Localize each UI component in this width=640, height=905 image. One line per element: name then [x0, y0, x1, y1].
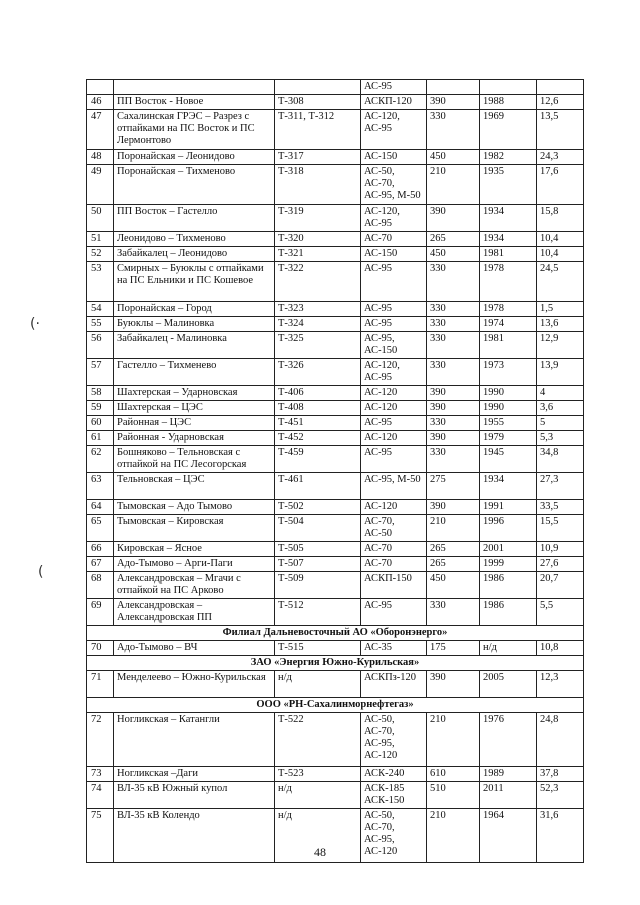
commission-year-cell: 1979 [480, 431, 537, 446]
line-length-cell: 13,9 [537, 359, 584, 386]
table-row [87, 767, 584, 782]
dispatch-name-cell: н/д [275, 782, 361, 809]
line-length-cell: 10,9 [537, 542, 584, 557]
dispatch-name-cell: Т-505 [275, 542, 361, 557]
commission-year-cell: 1974 [480, 317, 537, 332]
row-number-cell: 57 [87, 359, 114, 386]
row-number-cell: 72 [87, 713, 114, 767]
line-name-cell: Адо-Тымово – ВЧ [114, 641, 275, 656]
line-name-cell: Забайкалец - Малиновка [114, 332, 275, 359]
line-length-cell: 20,7 [537, 572, 584, 599]
wire-brand-cell: АС-95 [361, 80, 427, 95]
line-length-cell: 5 [537, 416, 584, 431]
wire-brand-cell: АС-70 [361, 542, 427, 557]
table-row [87, 205, 584, 232]
commission-year-cell: 1990 [480, 386, 537, 401]
wire-brand-cell: АС-120, АС-95 [361, 359, 427, 386]
line-name-cell: Ногликская – Катангли [114, 713, 275, 767]
dispatch-name-cell: Т-451 [275, 416, 361, 431]
line-name-cell: Леонидово – Тихменово [114, 232, 275, 247]
rated-current-cell: 450 [427, 150, 480, 165]
dispatch-name-cell: н/д [275, 671, 361, 698]
commission-year-cell: 1978 [480, 302, 537, 317]
line-name-cell: Тымовская – Кировская [114, 515, 275, 542]
table-row [87, 332, 584, 359]
wire-brand-cell: АС-70 [361, 232, 427, 247]
line-length-cell: 5,3 [537, 431, 584, 446]
row-number-cell: 66 [87, 542, 114, 557]
row-number-cell: 63 [87, 473, 114, 500]
wire-brand-cell: АС-120 [361, 500, 427, 515]
row-number-cell: 49 [87, 165, 114, 205]
rated-current-cell: 610 [427, 767, 480, 782]
wire-brand-cell: АС-95 [361, 599, 427, 626]
wire-brand-cell: АС-120 [361, 386, 427, 401]
table-row [87, 542, 584, 557]
row-number-cell: 71 [87, 671, 114, 698]
dispatch-name-cell: Т-512 [275, 599, 361, 626]
rated-current-cell: 330 [427, 599, 480, 626]
commission-year-cell: 1981 [480, 332, 537, 359]
wire-brand-cell: АСКП-120 [361, 95, 427, 110]
commission-year-cell: 1935 [480, 165, 537, 205]
line-name-cell: Бошняково – Тельновская с отпайкой на ПС Лесогорская [114, 446, 275, 473]
dispatch-name-cell: Т-452 [275, 431, 361, 446]
table-row [87, 572, 584, 599]
line-length-cell [537, 80, 584, 95]
line-length-cell: 17,6 [537, 165, 584, 205]
rated-current-cell: 330 [427, 332, 480, 359]
rated-current-cell: 510 [427, 782, 480, 809]
wire-brand-cell: АС-95 [361, 262, 427, 302]
commission-year-cell: 1934 [480, 232, 537, 247]
commission-year-cell: 2001 [480, 542, 537, 557]
rated-current-cell: 275 [427, 473, 480, 500]
dispatch-name-cell: н/д [275, 809, 361, 863]
wire-brand-cell: АС-120, АС-95 [361, 110, 427, 150]
row-number-cell: 70 [87, 641, 114, 656]
row-number-cell: 52 [87, 247, 114, 262]
commission-year-cell: 1945 [480, 446, 537, 473]
rated-current-cell: 330 [427, 262, 480, 302]
dispatch-name-cell: Т-406 [275, 386, 361, 401]
table-row [87, 110, 584, 150]
line-name-cell: ВЛ-35 кВ Южный купол [114, 782, 275, 809]
rated-current-cell: 390 [427, 401, 480, 416]
line-name-cell: Александровская – Александровская ПП [114, 599, 275, 626]
commission-year-cell: 1982 [480, 150, 537, 165]
line-name-cell: Районная – ЦЭС [114, 416, 275, 431]
wire-brand-cell: АС-95 [361, 446, 427, 473]
line-length-cell: 12,9 [537, 332, 584, 359]
commission-year-cell: 1978 [480, 262, 537, 302]
rated-current-cell: 210 [427, 809, 480, 863]
section-title: ЗАО «Энергия Южно-Курильская» [87, 656, 584, 671]
wire-brand-cell: АС-150 [361, 247, 427, 262]
line-length-cell: 13,5 [537, 110, 584, 150]
dispatch-name-cell: Т-319 [275, 205, 361, 232]
wire-brand-cell: АС-50, АС-70, АС-95, М-50 [361, 165, 427, 205]
dispatch-name-cell: Т-318 [275, 165, 361, 205]
wire-brand-cell: АС-70 [361, 557, 427, 572]
rated-current-cell: 390 [427, 386, 480, 401]
row-number-cell: 60 [87, 416, 114, 431]
line-length-cell: 24,3 [537, 150, 584, 165]
line-name-cell: Тымовская – Адо Тымово [114, 500, 275, 515]
wire-brand-cell: АС-95 [361, 302, 427, 317]
table-row [87, 431, 584, 446]
row-number-cell: 74 [87, 782, 114, 809]
section-header-row [87, 656, 584, 671]
commission-year-cell: 1988 [480, 95, 537, 110]
line-name-cell: ПП Восток – Гастелло [114, 205, 275, 232]
dispatch-name-cell: Т-326 [275, 359, 361, 386]
row-number-cell: 64 [87, 500, 114, 515]
table-row [87, 262, 584, 302]
rated-current-cell: 390 [427, 500, 480, 515]
table-row [87, 401, 584, 416]
dispatch-name-cell: Т-502 [275, 500, 361, 515]
commission-year-cell: н/д [480, 641, 537, 656]
row-number-cell: 56 [87, 332, 114, 359]
table-row [87, 515, 584, 542]
dispatch-name-cell: Т-504 [275, 515, 361, 542]
rated-current-cell: 390 [427, 95, 480, 110]
row-number-cell: 61 [87, 431, 114, 446]
commission-year-cell: 2005 [480, 671, 537, 698]
commission-year-cell: 1976 [480, 713, 537, 767]
wire-brand-cell: АС-95, АС-150 [361, 332, 427, 359]
wire-brand-cell: АСКПз-120 [361, 671, 427, 698]
line-length-cell: 31,6 [537, 809, 584, 863]
dispatch-name-cell: Т-321 [275, 247, 361, 262]
commission-year-cell: 1999 [480, 557, 537, 572]
dispatch-name-cell: Т-324 [275, 317, 361, 332]
row-number-cell: 55 [87, 317, 114, 332]
row-number-cell: 53 [87, 262, 114, 302]
commission-year-cell: 1986 [480, 599, 537, 626]
row-number-cell: 51 [87, 232, 114, 247]
dispatch-name-cell: Т-515 [275, 641, 361, 656]
commission-year-cell: 1934 [480, 473, 537, 500]
line-length-cell: 27,6 [537, 557, 584, 572]
line-name-cell: Поронайская – Леонидово [114, 150, 275, 165]
line-length-cell: 10,4 [537, 247, 584, 262]
table-row [87, 599, 584, 626]
line-name-cell: Смирных – Буюклы с отпайками на ПС Ельники и ПС Кошевое [114, 262, 275, 302]
line-length-cell: 10,8 [537, 641, 584, 656]
dispatch-name-cell: Т-322 [275, 262, 361, 302]
table-row [87, 782, 584, 809]
table-row [87, 671, 584, 698]
rated-current-cell: 265 [427, 557, 480, 572]
line-name-cell: Шахтерская – ЦЭС [114, 401, 275, 416]
commission-year-cell: 1981 [480, 247, 537, 262]
table-row [87, 386, 584, 401]
line-length-cell: 10,4 [537, 232, 584, 247]
dispatch-name-cell: Т-509 [275, 572, 361, 599]
commission-year-cell: 1986 [480, 572, 537, 599]
table-row [87, 165, 584, 205]
line-name-cell: Сахалинская ГРЭС – Разрез с отпайками на ПС Восток и ПС Лермонтово [114, 110, 275, 150]
rated-current-cell: 450 [427, 247, 480, 262]
line-name-cell: Шахтерская – Ударновская [114, 386, 275, 401]
rated-current-cell: 210 [427, 165, 480, 205]
dispatch-name-cell [275, 80, 361, 95]
rated-current-cell [427, 80, 480, 95]
wire-brand-cell: АС-120 [361, 431, 427, 446]
line-length-cell: 3,6 [537, 401, 584, 416]
table-row [87, 446, 584, 473]
rated-current-cell: 330 [427, 416, 480, 431]
line-name-cell: ПП Восток - Новое [114, 95, 275, 110]
line-name-cell: Гастелло – Тихменево [114, 359, 275, 386]
commission-year-cell: 1989 [480, 767, 537, 782]
rated-current-cell: 210 [427, 515, 480, 542]
dispatch-name-cell: Т-523 [275, 767, 361, 782]
dispatch-name-cell: Т-522 [275, 713, 361, 767]
table-row [87, 641, 584, 656]
rated-current-cell: 175 [427, 641, 480, 656]
line-name-cell: Менделеево – Южно-Курильская [114, 671, 275, 698]
line-name-cell: Поронайская – Город [114, 302, 275, 317]
rated-current-cell: 390 [427, 431, 480, 446]
row-number-cell: 68 [87, 572, 114, 599]
dispatch-name-cell: Т-325 [275, 332, 361, 359]
table-row [87, 150, 584, 165]
dispatch-name-cell: Т-461 [275, 473, 361, 500]
line-length-cell: 24,5 [537, 262, 584, 302]
commission-year-cell: 1955 [480, 416, 537, 431]
table-row [87, 80, 584, 95]
rated-current-cell: 210 [427, 713, 480, 767]
row-number-cell: 54 [87, 302, 114, 317]
table-row [87, 359, 584, 386]
line-length-cell: 52,3 [537, 782, 584, 809]
row-number-cell: 46 [87, 95, 114, 110]
rated-current-cell: 390 [427, 671, 480, 698]
table-row [87, 247, 584, 262]
line-name-cell: ВЛ-35 кВ Колендо [114, 809, 275, 863]
dispatch-name-cell: Т-320 [275, 232, 361, 247]
wire-brand-cell: АСКП-150 [361, 572, 427, 599]
table-row [87, 557, 584, 572]
row-number-cell: 67 [87, 557, 114, 572]
table-row [87, 232, 584, 247]
rated-current-cell: 330 [427, 317, 480, 332]
row-number-cell: 59 [87, 401, 114, 416]
line-length-cell: 1,5 [537, 302, 584, 317]
table-row [87, 416, 584, 431]
dispatch-name-cell: Т-308 [275, 95, 361, 110]
line-name-cell: Кировская – Ясное [114, 542, 275, 557]
line-length-cell: 37,8 [537, 767, 584, 782]
page-number: 48 [314, 845, 326, 859]
row-number-cell: 69 [87, 599, 114, 626]
line-length-cell: 12,6 [537, 95, 584, 110]
section-header-row [87, 698, 584, 713]
line-name-cell: Поронайская – Тихменово [114, 165, 275, 205]
table-row [87, 317, 584, 332]
commission-year-cell: 2011 [480, 782, 537, 809]
commission-year-cell: 1991 [480, 500, 537, 515]
row-number-cell: 47 [87, 110, 114, 150]
line-length-cell: 5,5 [537, 599, 584, 626]
section-title: ООО «РН-Сахалинморнефтегаз» [87, 698, 584, 713]
rated-current-cell: 265 [427, 542, 480, 557]
line-name-cell: Тельновская – ЦЭС [114, 473, 275, 500]
commission-year-cell: 1934 [480, 205, 537, 232]
power-lines-table [86, 79, 584, 863]
line-name-cell: Ногликская –Даги [114, 767, 275, 782]
rated-current-cell: 330 [427, 110, 480, 150]
rated-current-cell: 330 [427, 302, 480, 317]
line-name-cell: Александровская – Мгачи с отпайкой на ПС Арково [114, 572, 275, 599]
wire-brand-cell: АСК-240 [361, 767, 427, 782]
commission-year-cell: 1973 [480, 359, 537, 386]
rated-current-cell: 265 [427, 232, 480, 247]
dispatch-name-cell: Т-317 [275, 150, 361, 165]
commission-year-cell: 1990 [480, 401, 537, 416]
row-number-cell: 65 [87, 515, 114, 542]
line-name-cell [114, 80, 275, 95]
line-length-cell: 24,8 [537, 713, 584, 767]
dispatch-name-cell: Т-459 [275, 446, 361, 473]
wire-brand-cell: АСК-185 АСК-150 [361, 782, 427, 809]
dispatch-name-cell: Т-323 [275, 302, 361, 317]
line-length-cell: 27,3 [537, 473, 584, 500]
line-length-cell: 13,6 [537, 317, 584, 332]
row-number-cell: 58 [87, 386, 114, 401]
row-number-cell: 75 [87, 809, 114, 863]
wire-brand-cell: АС-50, АС-70, АС-95, АС-120 [361, 809, 427, 863]
row-number-cell: 73 [87, 767, 114, 782]
commission-year-cell: 1996 [480, 515, 537, 542]
rated-current-cell: 390 [427, 205, 480, 232]
margin-mark: (· [30, 316, 40, 332]
row-number-cell: 62 [87, 446, 114, 473]
table-row [87, 473, 584, 500]
line-name-cell: Забайкалец – Леонидово [114, 247, 275, 262]
line-length-cell: 34,8 [537, 446, 584, 473]
line-length-cell: 12,3 [537, 671, 584, 698]
wire-brand-cell: АС-120, АС-95 [361, 205, 427, 232]
dispatch-name-cell: Т-311, Т-312 [275, 110, 361, 150]
rated-current-cell: 330 [427, 446, 480, 473]
wire-brand-cell: АС-120 [361, 401, 427, 416]
table-row [87, 302, 584, 317]
wire-brand-cell: АС-95 [361, 317, 427, 332]
dispatch-name-cell: Т-507 [275, 557, 361, 572]
dispatch-name-cell: Т-408 [275, 401, 361, 416]
commission-year-cell: 1969 [480, 110, 537, 150]
wire-brand-cell: АС-150 [361, 150, 427, 165]
line-length-cell: 15,5 [537, 515, 584, 542]
wire-brand-cell: АС-70, АС-50 [361, 515, 427, 542]
line-length-cell: 4 [537, 386, 584, 401]
line-length-cell: 15,8 [537, 205, 584, 232]
line-name-cell: Буюклы – Малиновка [114, 317, 275, 332]
rated-current-cell: 450 [427, 572, 480, 599]
wire-brand-cell: АС-95 [361, 416, 427, 431]
row-number-cell [87, 80, 114, 95]
wire-brand-cell: АС-50, АС-70, АС-95, АС-120 [361, 713, 427, 767]
table-row [87, 95, 584, 110]
row-number-cell: 50 [87, 205, 114, 232]
section-title: Филиал Дальневосточный АО «Оборонэнерго» [87, 626, 584, 641]
rated-current-cell: 330 [427, 359, 480, 386]
table-row [87, 500, 584, 515]
commission-year-cell [480, 80, 537, 95]
table-row [87, 713, 584, 767]
wire-brand-cell: АС-35 [361, 641, 427, 656]
margin-mark: ( [38, 564, 44, 580]
line-name-cell: Адо-Тымово – Арги-Паги [114, 557, 275, 572]
section-header-row [87, 626, 584, 641]
line-length-cell: 33,5 [537, 500, 584, 515]
row-number-cell: 48 [87, 150, 114, 165]
commission-year-cell: 1964 [480, 809, 537, 863]
line-name-cell: Районная - Ударновская [114, 431, 275, 446]
wire-brand-cell: АС-95, М-50 [361, 473, 427, 500]
